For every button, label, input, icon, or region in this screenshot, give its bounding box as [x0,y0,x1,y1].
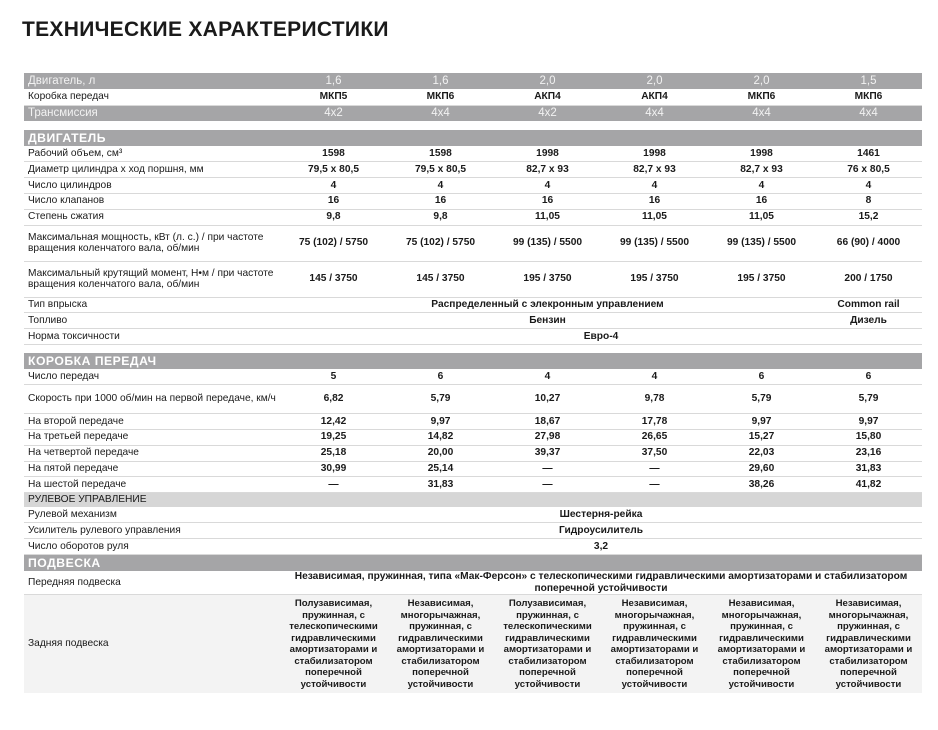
row-label: На шестой передаче [24,477,280,493]
header-cell: 2,0 [708,73,815,89]
header-cell: АКП4 [494,89,601,105]
value-cell: 9,97 [815,414,922,430]
row-label: Топливо [24,313,280,329]
value-cell: — [494,477,601,493]
value-cell: — [280,477,387,493]
value-cell: 82,7 x 93 [494,162,601,178]
value-cell: 6 [708,369,815,385]
value-cell: 79,5 x 80,5 [387,162,494,178]
header-label: Трансмиссия [24,105,280,122]
row-label: Диаметр цилиндра х ход поршня, мм [24,162,280,178]
value-cell: 11,05 [494,209,601,225]
row-label: Число клапанов [24,194,280,210]
value-cell: 31,83 [815,461,922,477]
header-row-engine [24,73,922,89]
value-cell: 200 / 1750 [815,261,922,297]
value-cell: 11,05 [708,209,815,225]
table-row [24,146,922,162]
value-cell: Полузависимая, пружинная, с телескопическими гидравлическими амортизаторами и стабилизатором поперечной устойчивости [494,595,601,693]
value-cell: 145 / 3750 [280,261,387,297]
section-gearbox [24,353,922,369]
header-cell: 4x4 [387,105,494,122]
section-title: РУЛЕВОЕ УПРАВЛЕНИЕ [24,493,922,508]
value-cell: 4 [494,369,601,385]
value-cell: 4 [601,369,708,385]
table-row [24,225,922,261]
value-cell: 145 / 3750 [387,261,494,297]
value-cell: 99 (135) / 5500 [494,225,601,261]
row-label: Задняя подвеска [24,595,280,693]
value-cell: 27,98 [494,429,601,445]
value-cell: 5 [280,369,387,385]
header-cell: 4x2 [494,105,601,122]
table-row [24,445,922,461]
header-cell: 2,0 [494,73,601,89]
value-cell: 10,27 [494,385,601,414]
row-label: Максимальный крутящий момент, Н•м / при частоте вращения коленчатого вала, об/мин [24,261,280,297]
header-cell: 1,5 [815,73,922,89]
value-cell: 39,37 [494,445,601,461]
table-row [24,414,922,430]
table-row [24,595,922,693]
row-label: Число цилиндров [24,178,280,194]
row-label: Число передач [24,369,280,385]
value-cell: 6 [387,369,494,385]
value-cell: 18,67 [494,414,601,430]
value-cell: Евро-4 [280,329,922,345]
value-cell: 82,7 x 93 [601,162,708,178]
value-cell: 99 (135) / 5500 [601,225,708,261]
value-cell: Независимая, многорычажная, пружинная, с гидравлическими амортизаторами и стабилизатором поперечной устойчивости [815,595,922,693]
header-label: Двигатель, л [24,73,280,89]
value-cell: 82,7 x 93 [708,162,815,178]
value-cell: Распределенный с элекронным управлением [280,297,815,313]
row-label: Усилитель рулевого управления [24,523,280,539]
value-cell: 16 [708,194,815,210]
table-row [24,313,922,329]
header-cell: 4x4 [815,105,922,122]
row-label: Число оборотов руля [24,539,280,555]
value-cell: Гидроусилитель [280,523,922,539]
value-cell: Common rail [815,297,922,313]
value-cell: 9,97 [708,414,815,430]
value-cell: Полузависимая, пружинная, с телескопическими гидравлическими амортизаторами и стабилизатором поперечной устойчивости [280,595,387,693]
header-cell: 1,6 [280,73,387,89]
value-cell: Независимая, многорычажная, пружинная, с гидравлическими амортизаторами и стабилизатором поперечной устойчивости [708,595,815,693]
row-label: На третьей передаче [24,429,280,445]
value-cell: 16 [387,194,494,210]
header-cell: 2,0 [601,73,708,89]
value-cell: — [494,461,601,477]
row-label: Тип впрыска [24,297,280,313]
value-cell: 20,00 [387,445,494,461]
value-cell: 26,65 [601,429,708,445]
value-cell: Независимая, пружинная, типа «Мак-Ферсон» с телескопическими гидравлическими амортизаторами и стабилизатором поперечной устойчивости [280,571,922,595]
table-row [24,429,922,445]
header-cell: АКП4 [601,89,708,105]
table-row [24,523,922,539]
value-cell: 3,2 [280,539,922,555]
row-label: Рулевой механизм [24,507,280,523]
value-cell: 5,79 [708,385,815,414]
value-cell: 4 [387,178,494,194]
value-cell: 5,79 [387,385,494,414]
value-cell: 5,79 [815,385,922,414]
row-label: Максимальная мощность, кВт (л. с.) / при частоте вращения коленчатого вала, об/мин [24,225,280,261]
value-cell: 1998 [708,146,815,162]
value-cell: Независимая, многорычажная, пружинная, с гидравлическими амортизаторами и стабилизатором поперечной устойчивости [387,595,494,693]
table-row [24,461,922,477]
value-cell: 17,78 [601,414,708,430]
table-row [24,507,922,523]
row-label: Скорость при 1000 об/мин на первой передаче, км/ч [24,385,280,414]
value-cell: 38,26 [708,477,815,493]
spec-table [24,73,922,693]
value-cell: 12,42 [280,414,387,430]
value-cell: 37,50 [601,445,708,461]
value-cell: 16 [601,194,708,210]
value-cell: 9,97 [387,414,494,430]
value-cell: 79,5 x 80,5 [280,162,387,178]
value-cell: 6,82 [280,385,387,414]
header-label: Коробка передач [24,89,280,105]
table-row [24,209,922,225]
section-suspension [24,555,922,571]
value-cell: 75 (102) / 5750 [387,225,494,261]
value-cell: Дизель [815,313,922,329]
value-cell: 30,99 [280,461,387,477]
table-row [24,194,922,210]
row-label: Норма токсичности [24,329,280,345]
value-cell: — [601,477,708,493]
value-cell: 9,8 [387,209,494,225]
header-cell: МКП5 [280,89,387,105]
value-cell: 4 [280,178,387,194]
section-title: КОРОБКА ПЕРЕДАЧ [24,353,922,369]
table-row [24,571,922,595]
row-label: На пятой передаче [24,461,280,477]
spacer-row [24,345,922,354]
section-steering [24,493,922,508]
value-cell: Шестерня-рейка [280,507,922,523]
value-cell: 29,60 [708,461,815,477]
value-cell: 15,27 [708,429,815,445]
page-title: ТЕХНИЧЕСКИЕ ХАРАКТЕРИСТИКИ [22,18,389,41]
value-cell: 195 / 3750 [601,261,708,297]
value-cell: 1598 [387,146,494,162]
value-cell: 4 [601,178,708,194]
value-cell: Независимая, многорычажная, пружинная, с гидравлическими амортизаторами и стабилизатором поперечной устойчивости [601,595,708,693]
table-row [24,539,922,555]
table-row [24,329,922,345]
value-cell: 1598 [280,146,387,162]
header-cell: 1,6 [387,73,494,89]
value-cell: 15,80 [815,429,922,445]
table-row [24,477,922,493]
table-row [24,385,922,414]
value-cell: 4 [494,178,601,194]
value-cell: — [601,461,708,477]
row-label: На второй передаче [24,414,280,430]
value-cell: 8 [815,194,922,210]
header-row-transmission [24,105,922,122]
header-cell: МКП6 [387,89,494,105]
value-cell: 19,25 [280,429,387,445]
value-cell: 16 [494,194,601,210]
value-cell: 25,18 [280,445,387,461]
table-row [24,369,922,385]
row-label: Степень сжатия [24,209,280,225]
header-cell: 4x4 [601,105,708,122]
value-cell: 76 x 80,5 [815,162,922,178]
row-label: На четвертой передаче [24,445,280,461]
table-row [24,261,922,297]
value-cell: 195 / 3750 [708,261,815,297]
value-cell: 66 (90) / 4000 [815,225,922,261]
value-cell: 75 (102) / 5750 [280,225,387,261]
header-cell: МКП6 [815,89,922,105]
value-cell: 23,16 [815,445,922,461]
table-row [24,178,922,194]
value-cell: 15,2 [815,209,922,225]
value-cell: 99 (135) / 5500 [708,225,815,261]
value-cell: 1998 [601,146,708,162]
value-cell: 31,83 [387,477,494,493]
value-cell: 1998 [494,146,601,162]
section-title: ДВИГАТЕЛЬ [24,130,922,146]
value-cell: 4 [815,178,922,194]
value-cell: Бензин [280,313,815,329]
value-cell: 11,05 [601,209,708,225]
value-cell: 22,03 [708,445,815,461]
value-cell: 195 / 3750 [494,261,601,297]
header-cell: 4x4 [708,105,815,122]
header-cell: МКП6 [708,89,815,105]
row-label: Передняя подвеска [24,571,280,595]
header-row-gearbox [24,89,922,105]
value-cell: 9,8 [280,209,387,225]
section-engine [24,130,922,146]
value-cell: 16 [280,194,387,210]
header-cell: 4x2 [280,105,387,122]
spacer-row [24,122,922,131]
value-cell: 4 [708,178,815,194]
value-cell: 41,82 [815,477,922,493]
value-cell: 6 [815,369,922,385]
row-label: Рабочий объем, см³ [24,146,280,162]
table-row [24,162,922,178]
section-title: ПОДВЕСКА [24,555,922,571]
value-cell: 1461 [815,146,922,162]
value-cell: 9,78 [601,385,708,414]
value-cell: 14,82 [387,429,494,445]
value-cell: 25,14 [387,461,494,477]
table-row [24,297,922,313]
